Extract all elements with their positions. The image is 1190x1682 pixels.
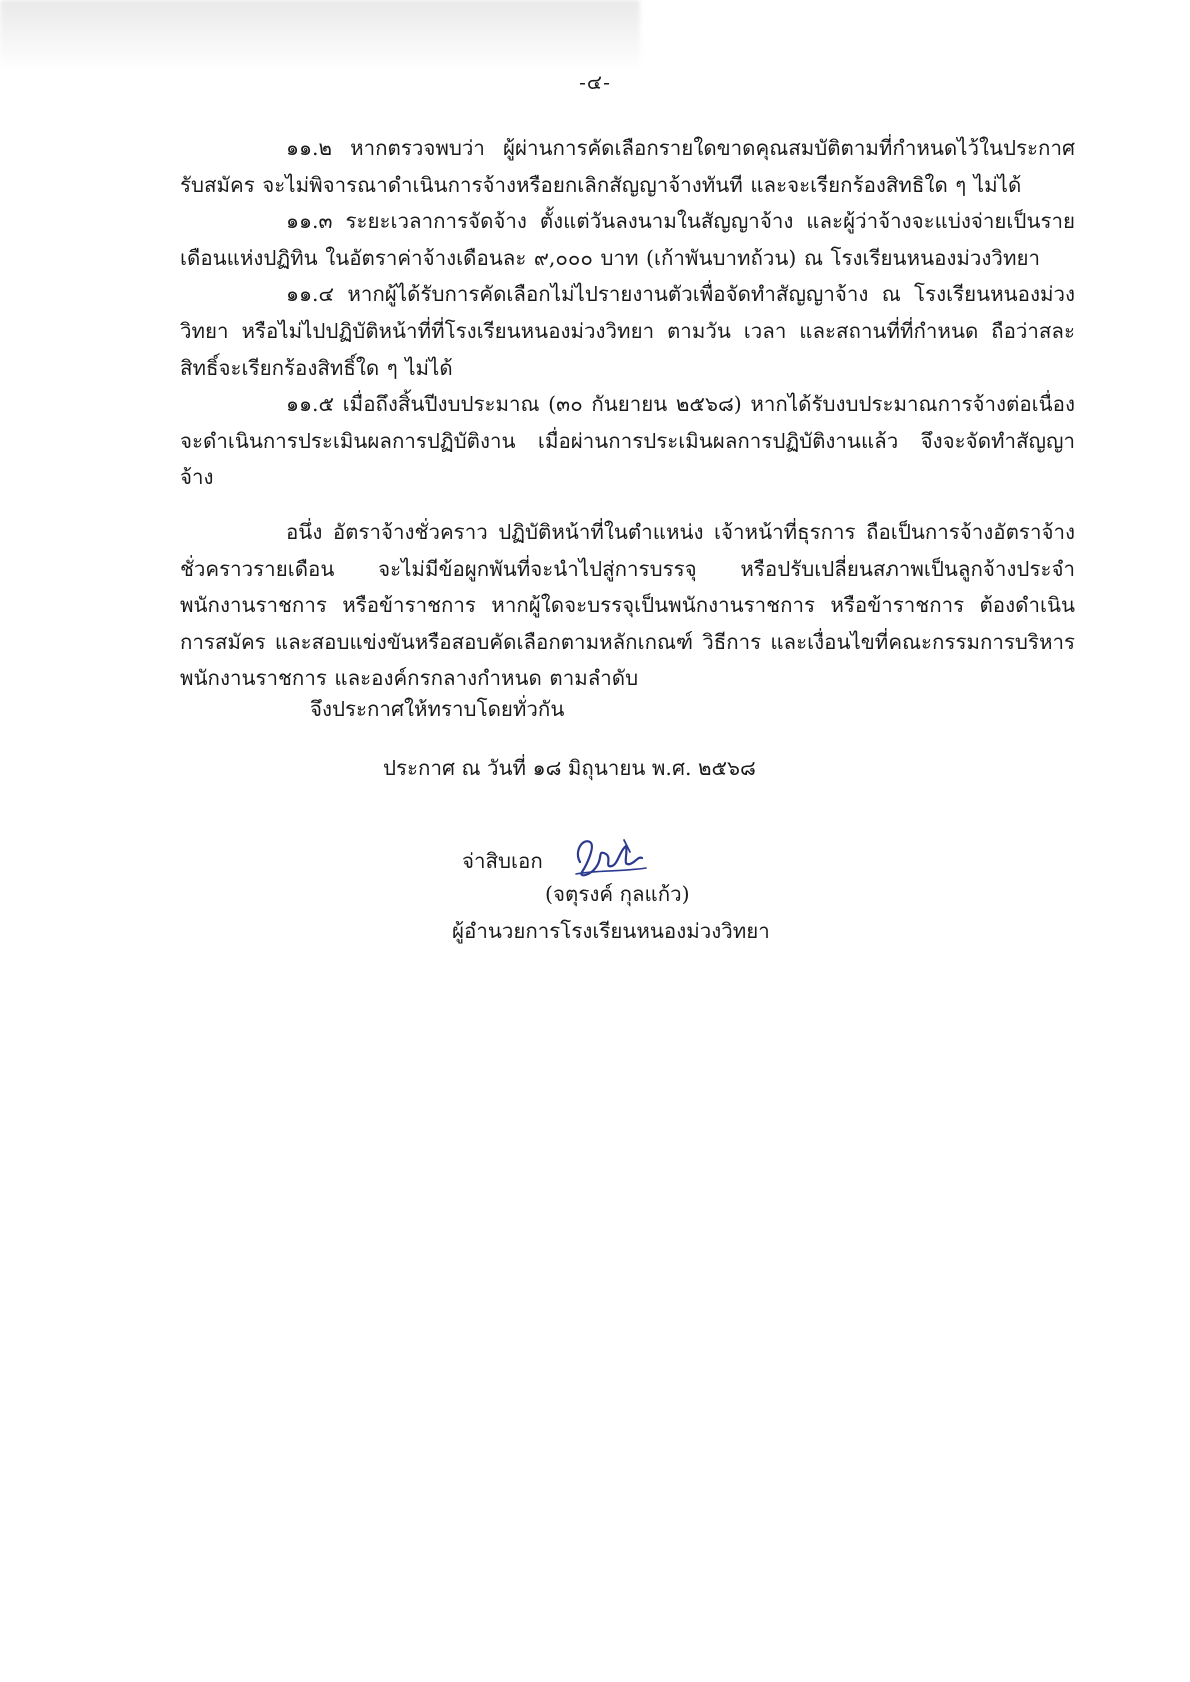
signatory-rank: จ่าสิบเอก: [462, 849, 543, 873]
clause-11-3: ๑๑.๓ ระยะเวลาการจัดจ้าง ตั้งแต่วันลงนามในสัญญาจ้าง และผู้ว่าจ้างจะแบ่งจ่ายเป็นรายเดือนแห่งปฏิทิน ในอัตราค่าจ้างเดือนละ ๙,๐๐๐ บาท (เก้าพันบาทถ้วน) ณ โรงเรียนหนองม่วงวิทยา: [180, 209, 1075, 270]
signatory-name: (จตุรงค์ กุลแก้ว): [545, 882, 690, 906]
note-paragraph: อนึ่ง อัตราจ้างชั่วคราว ปฏิบัติหน้าที่ในตำแหน่ง เจ้าหน้าที่ธุรการ ถือเป็นการจ้างอัตราจ้างชั่วคราวรายเดือน จะไม่มีข้อผูกพันที่จะนำไปสู่การบรรจุ หรือปรับเปลี่ยนสภาพเป็นลูกจ้างประจำ พนักงานราชการ หรือข้าราชการ หากผู้ใดจะบรรจุเป็นพนักงานราชการ หรือข้าราชการ ต้องดำเนินการสมัคร และสอบแข่งขันหรือสอบคัดเลือกตามหลักเกณฑ์ วิธีการ และเงื่อนไขที่คณะกรรมการบริหารพนักงานราชการ และองค์กรกลางกำหนด ตามลำดับ: [180, 519, 1075, 691]
scan-artifact: [0, 0, 640, 70]
announcement-date: ประกาศ ณ วันที่ ๑๘ มิถุนายน พ.ศ. ๒๕๖๘: [383, 756, 756, 780]
clause-11-4: ๑๑.๔ หากผู้ได้รับการคัดเลือกไม่ไปรายงานตัวเพื่อจัดทำสัญญาจ้าง ณ โรงเรียนหนองม่วงวิทยา หรือไม่ไปปฏิบัติหน้าที่ที่โรงเรียนหนองม่วงวิทยา ตามวัน เวลา และสถานที่ที่กำหนด ถือว่าสละสิทธิ์จะเรียกร้องสิทธิ์ใด ๆ ไม่ได้: [180, 282, 1075, 380]
clause-11-2: ๑๑.๒ หากตรวจพบว่า ผู้ผ่านการคัดเลือกรายใดขาดคุณสมบัติตามที่กำหนดไว้ในประกาศรับสมัคร จะไม่พิจารณาดำเนินการจ้างหรือยกเลิกสัญญาจ้างทันที และจะเรียกร้องสิทธิใด ๆ ไม่ได้: [180, 136, 1075, 197]
handwritten-signature: [568, 832, 650, 880]
clause-11-5: ๑๑.๕ เมื่อถึงสิ้นปีงบประมาณ (๓๐ กันยายน ๒๕๖๘) หากได้รับงบประมาณการจ้างต่อเนื่อง จะดำเนินการประเมินผลการปฏิบัติงาน เมื่อผ่านการประเมินผลการปฏิบัติงานแล้ว จึงจะจัดทำสัญญาจ้าง: [180, 392, 1075, 490]
document-body: [180, 130, 1075, 697]
page-number: -๔-: [579, 70, 611, 94]
signatory-title: ผู้อำนวยการโรงเรียนหนองม่วงวิทยา: [452, 919, 770, 943]
closing-statement: จึงประกาศให้ทราบโดยทั่วกัน: [310, 697, 565, 721]
